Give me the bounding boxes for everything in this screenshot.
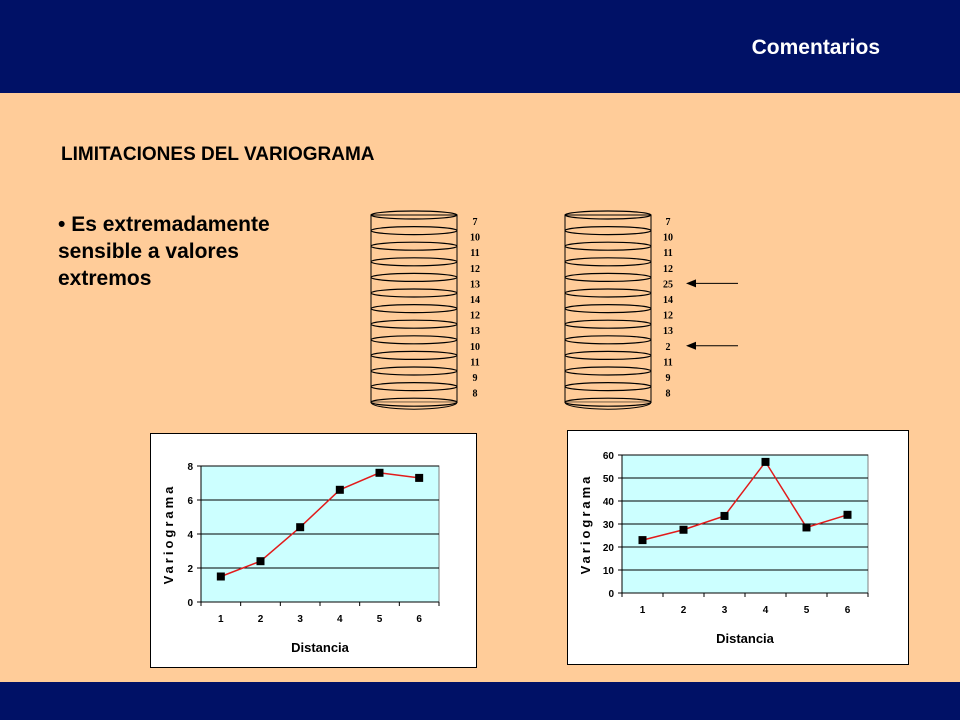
stack-body <box>371 215 457 402</box>
stack-value-label: 25 <box>663 279 673 291</box>
stack-disk <box>371 351 457 359</box>
footer-bar <box>0 682 960 720</box>
slide-title: Comentarios <box>751 36 880 59</box>
stack-value-label: 11 <box>470 248 480 260</box>
stack-disk <box>371 273 457 281</box>
stack-disk <box>565 351 651 359</box>
stack-disk <box>371 242 457 250</box>
x-tick-label: 5 <box>376 614 383 625</box>
stack-disk <box>565 398 651 406</box>
x-axis-label: Distancia <box>716 631 774 646</box>
variogram-chart-1 <box>150 433 477 668</box>
y-tick-label: 30 <box>602 520 614 531</box>
x-tick-label: 6 <box>844 605 851 616</box>
stack-value-label: 7 <box>472 217 478 228</box>
data-point <box>844 511 852 519</box>
stack-disk <box>371 211 457 219</box>
stack-bottom <box>565 402 651 409</box>
y-tick-label: 6 <box>187 496 193 507</box>
y-axis-label: Variograma <box>161 483 176 585</box>
stack-value-label: 10 <box>663 232 673 244</box>
stack-value-label: 7 <box>665 217 671 228</box>
stack-value-label: 11 <box>663 248 673 260</box>
stack-value-label: 13 <box>470 279 480 291</box>
stack-disk <box>371 258 457 266</box>
x-tick-label: 1 <box>218 614 224 625</box>
outlier-arrowhead <box>686 279 696 287</box>
stack-value-label: 11 <box>663 357 673 369</box>
stack-disk <box>565 383 651 391</box>
variogram-chart-2-svg <box>568 431 910 666</box>
y-tick-label: 4 <box>187 530 193 541</box>
stack-disk <box>565 273 651 281</box>
y-tick-label: 2 <box>187 564 193 575</box>
data-point <box>376 469 384 477</box>
stack-disk <box>565 258 651 266</box>
stack-disk <box>565 305 651 313</box>
data-point <box>336 486 344 494</box>
stack-value-label: 12 <box>470 263 480 275</box>
x-tick-label: 5 <box>803 605 810 616</box>
variogram-chart-1-svg <box>151 434 478 669</box>
x-axis-label: Distancia <box>291 640 349 655</box>
data-point <box>680 526 688 534</box>
stack-disk <box>371 383 457 391</box>
stack-value-label: 8 <box>472 388 478 400</box>
y-tick-label: 0 <box>608 589 614 600</box>
y-tick-label: 8 <box>187 462 193 473</box>
bullet-text: Es extremadamente sensible a valores extremos <box>58 213 270 290</box>
x-tick-label: 2 <box>257 614 264 625</box>
variogram-chart-2 <box>567 430 909 665</box>
y-tick-label: 0 <box>187 598 193 609</box>
x-tick-label: 3 <box>721 605 728 616</box>
x-tick-label: 6 <box>416 614 422 625</box>
stack-value-label: 9 <box>665 373 671 384</box>
stack-value-label: 12 <box>663 310 673 322</box>
stack-disk <box>371 320 457 328</box>
stack-disk <box>565 289 651 297</box>
y-tick-label: 20 <box>602 543 614 554</box>
bullet-point <box>58 211 328 292</box>
stack-value-label: 9 <box>472 373 478 384</box>
stack-value-label: 10 <box>470 232 480 244</box>
stack-disk <box>565 242 651 250</box>
stack-value-label: 10 <box>470 341 480 353</box>
stack-disk <box>371 367 457 375</box>
x-tick-label: 2 <box>680 605 687 616</box>
data-point <box>257 557 265 565</box>
x-tick-label: 3 <box>297 614 303 625</box>
section-heading: LIMITACIONES DEL VARIOGRAMA <box>61 144 375 165</box>
stack-body <box>565 215 651 402</box>
data-point <box>803 523 811 531</box>
y-tick-label: 50 <box>602 474 614 485</box>
stack-disk <box>371 227 457 235</box>
header-bar <box>0 0 960 93</box>
stack-disk <box>371 289 457 297</box>
bullet-mark: • <box>58 213 66 236</box>
outlier-arrowhead <box>686 342 696 350</box>
stack-value-label: 12 <box>663 263 673 275</box>
stack-disk <box>371 336 457 344</box>
data-point <box>639 536 647 544</box>
x-tick-label: 1 <box>639 605 646 616</box>
stack-disk <box>371 398 457 406</box>
stack-value-label: 12 <box>470 310 480 322</box>
data-point <box>762 458 770 466</box>
stack-bottom <box>371 402 457 409</box>
y-tick-label: 40 <box>602 497 614 508</box>
data-point <box>721 512 729 520</box>
stack-value-label: 11 <box>470 357 480 369</box>
stack-value-label: 14 <box>470 295 480 306</box>
stack-disk <box>565 336 651 344</box>
stack-value-label: 8 <box>665 388 671 400</box>
x-tick-label: 4 <box>337 614 343 625</box>
stack-disk <box>565 320 651 328</box>
stack-disk <box>565 211 651 219</box>
stack-value-label: 13 <box>470 326 480 338</box>
stack-value-label: 13 <box>663 326 673 338</box>
stack-value-label: 14 <box>663 295 673 306</box>
stack-value-label: 2 <box>665 341 671 353</box>
data-point <box>217 573 225 581</box>
y-tick-label: 10 <box>602 566 614 577</box>
data-point <box>415 474 423 482</box>
y-tick-label: 60 <box>602 451 614 462</box>
x-tick-label: 4 <box>762 605 769 616</box>
stack-disk <box>565 367 651 375</box>
y-axis-label: Variograma <box>578 473 593 575</box>
stack-disk <box>371 305 457 313</box>
stack-disk <box>565 227 651 235</box>
data-point <box>296 523 304 531</box>
